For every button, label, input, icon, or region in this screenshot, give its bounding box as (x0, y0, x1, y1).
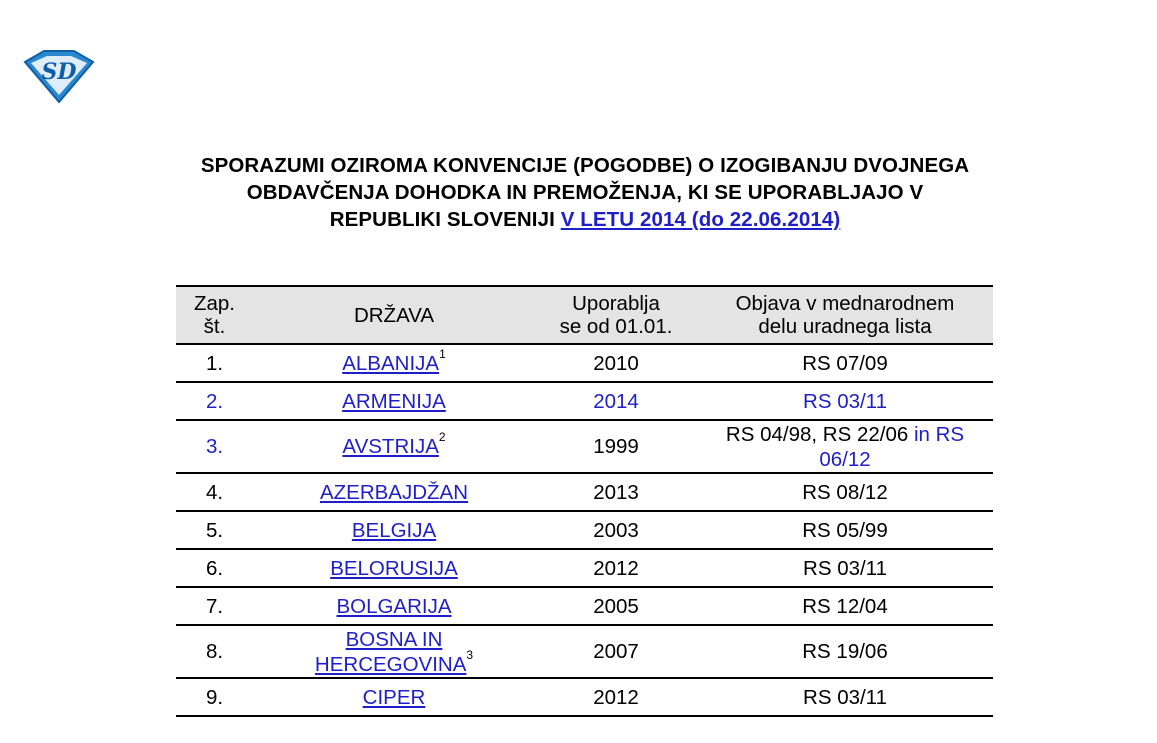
table-row (176, 549, 993, 587)
table-row (176, 344, 993, 382)
publication-cell: RS 03/11 (697, 549, 993, 587)
year-cell: 2003 (535, 511, 697, 549)
col-header-objava: Objava v mednarodnem delu uradnega lista (697, 286, 993, 344)
table-row (176, 473, 993, 511)
year-cell: 2005 (535, 587, 697, 625)
row-number: 1. (176, 344, 253, 382)
country-link[interactable]: BOLGARIJA (336, 594, 452, 618)
country-cell (253, 549, 535, 587)
row-number: 8. (176, 625, 253, 678)
row-number: 2. (176, 382, 253, 420)
sd-shield-logo-icon (22, 48, 96, 104)
table-row (176, 625, 993, 678)
year-cell: 1999 (535, 420, 697, 473)
year-cell: 2012 (535, 678, 697, 716)
table-header-row (176, 286, 993, 344)
row-number: 6. (176, 549, 253, 587)
country-cell (253, 587, 535, 625)
footnote-marker: 1 (439, 346, 446, 361)
title-line-3-text: REPUBLIKI SLOVENIJI (329, 208, 555, 231)
publication-cell: RS 05/99 (697, 511, 993, 549)
country-cell (253, 382, 535, 420)
table-row (176, 511, 993, 549)
year-cell: 2007 (535, 625, 697, 678)
col-header-uporablja: Uporablja se od 01.01. (535, 286, 697, 344)
publication-cell: RS 04/98, RS 22/06 in RS 06/12 (697, 420, 993, 473)
publication-cell: RS 07/09 (697, 344, 993, 382)
document-title (130, 152, 1040, 233)
country-link[interactable]: ALBANIJA (342, 351, 440, 375)
country-link[interactable]: AZERBAJDŽAN (319, 480, 469, 504)
publication-cell: RS 08/12 (697, 473, 993, 511)
publication-cell: RS 03/11 (697, 678, 993, 716)
footnote-marker: 2 (438, 430, 446, 444)
col-header-zap: Zap. št. (176, 286, 253, 344)
country-cell (253, 678, 535, 716)
row-number: 5. (176, 511, 253, 549)
country-link[interactable]: AVSTRIJA (342, 435, 439, 458)
treaties-table (176, 285, 993, 717)
country-cell (253, 511, 535, 549)
table-row (176, 382, 993, 420)
title-line-2: OBDAVČENJA DOHODKA IN PREMOŽENJA, KI SE UPORABLJAJO V (246, 181, 924, 204)
title-line-3 (130, 206, 1040, 233)
row-number: 4. (176, 473, 253, 511)
country-link[interactable]: BELORUSIJA (330, 556, 458, 580)
logo-letters: SD (41, 59, 77, 85)
table-row (176, 420, 993, 473)
year-cell: 2013 (535, 473, 697, 511)
year-cell: 2012 (535, 549, 697, 587)
table-row (176, 587, 993, 625)
country-cell (253, 473, 535, 511)
title-line-1: SPORAZUMI OZIROMA KONVENCIJE (POGODBE) O IZOGIBANJU DVOJNEGA (200, 154, 970, 177)
country-link-line-1[interactable]: BOSNA IN (345, 627, 443, 651)
country-link[interactable]: ARMENIJA (342, 389, 446, 413)
country-link[interactable]: BELGIJA (351, 518, 437, 542)
country-link-line-2[interactable]: HERCEGOVINA (314, 652, 467, 676)
table-row (176, 678, 993, 716)
footnote-marker: 3 (466, 647, 474, 662)
row-number: 7. (176, 587, 253, 625)
company-logo (22, 48, 96, 104)
publication-cell: RS 12/04 (697, 587, 993, 625)
year-link[interactable]: V LETU 2014 (do 22.06.2014) (560, 208, 841, 231)
row-number: 3. (176, 420, 253, 473)
row-number: 9. (176, 678, 253, 716)
year-cell: 2010 (535, 344, 697, 382)
country-cell (253, 625, 535, 678)
publication-cell: RS 19/06 (697, 625, 993, 678)
country-cell (253, 344, 535, 382)
country-link[interactable]: CIPER (362, 685, 426, 709)
country-cell (253, 420, 535, 473)
publication-cell: RS 03/11 (697, 382, 993, 420)
col-header-drzava: DRŽAVA (253, 286, 535, 344)
year-cell: 2014 (535, 382, 697, 420)
